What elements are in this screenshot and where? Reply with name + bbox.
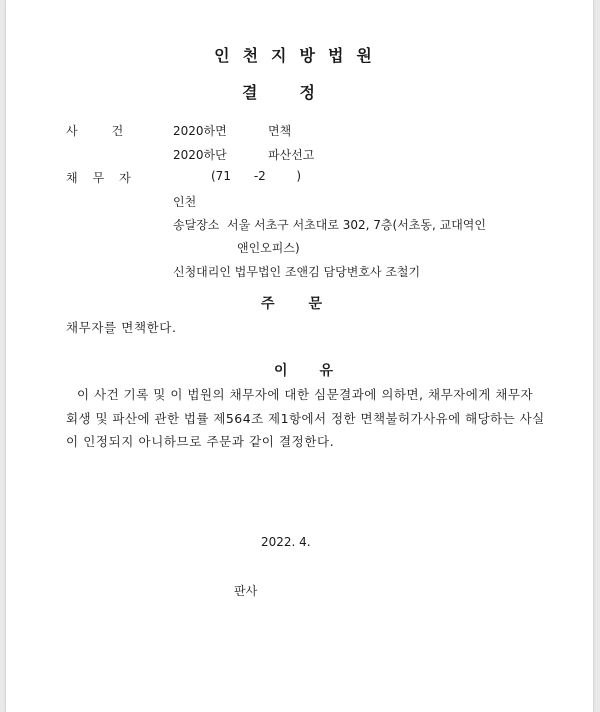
order-heading: 주문 [261,296,357,312]
case-type-2: 파산선고 [268,148,315,162]
court-name: 인천지방법원 [214,46,385,65]
reason-line-2: 회생 및 파산에 관한 법률 제564조 제1항에서 정한 면책불허가사유에 해당하는 사실 [66,411,545,426]
case-label: 사건 [66,124,158,138]
case-number-2: 2020하단 [173,148,227,162]
applicant-agent: 신청대리인 법무법인 조앤김 담당변호사 조철기 [173,265,421,279]
debtor-address: 인천 [173,195,197,209]
delivery-address-line-2: 앤인오피스) [237,241,300,255]
case-type-1: 면책 [268,124,292,138]
document-title: 결정 [242,83,357,102]
reason-line-1: 이 사건 기록 및 이 법원의 채무자에 대한 심문결과에 의하면, 채무자에게 채무자 [77,387,534,402]
debtor-id-number: (71 -2 ) [211,169,301,183]
case-number-1: 2020하면 [173,124,227,138]
judge-label: 판사 [234,584,258,598]
reason-heading: 이유 [274,363,366,379]
order-text: 채무자를 면책한다. [66,320,177,335]
decision-date: 2022. 4. [261,535,311,549]
delivery-address-line-1: 송달장소 서울 서초구 서초대로 302, 7층(서초동, 교대역인 [173,218,486,232]
debtor-label: 채무자 [66,171,146,185]
document-page [6,0,593,712]
reason-line-3: 이 인정되지 아니하므로 주문과 같이 결정한다. [66,434,335,449]
